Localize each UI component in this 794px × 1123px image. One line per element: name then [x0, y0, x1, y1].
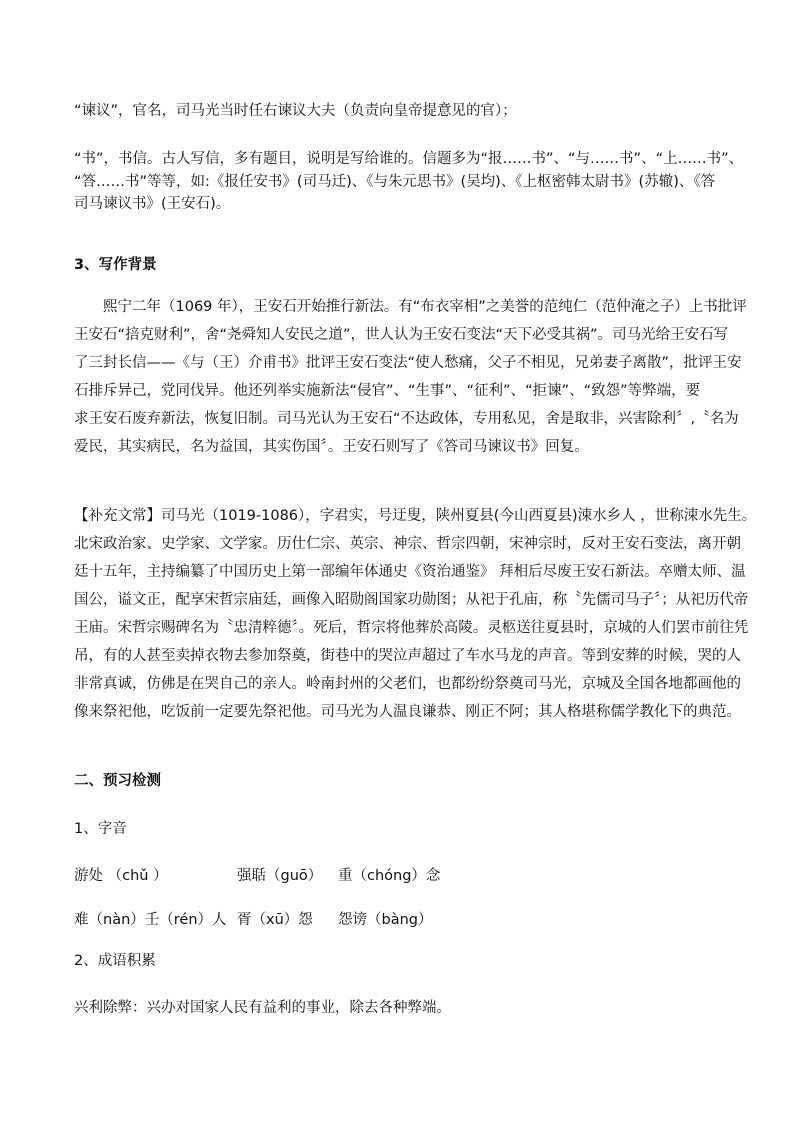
preview-heading: 二、预习检测	[74, 773, 161, 789]
supplement-line: 吊，有的人甚至卖掉衣物去参加祭奠，街巷中的哭泣声超过了车水马龙的声音。等到安葬的时候，哭的人	[74, 648, 741, 664]
supplement-line: 王庙。宋哲宗赐碑名为〝忠清粹德〞。死后，哲宗将他葬於高陵。灵柩送往夏县时，京城的人们罢市前往凭	[74, 620, 749, 636]
pronunciation-item: 难（nàn）壬（rén）人	[74, 912, 227, 928]
background-line: 王安石“掊克财利”，舍“尧舜知人安民之道”，世人认为王安石变法“天下必受其祸”。司马光给王安石写	[74, 327, 729, 343]
supplement-line: 国公，谥文正，配享宋哲宗庙廷，画像入昭勋阁国家功勋图；从祀于孔庙，称〝先儒司马子〞；从祀历代帝	[74, 592, 749, 608]
idiom-text: 兴利除弊：兴办对国家人民有益利的事业，除去各种弊端。	[74, 1000, 451, 1016]
pronunciation-item: 游处 （chǔ ）	[74, 868, 168, 884]
jianyi-note: “谏议”，官名，司马光当时任右谏议大夫（负责向皇帝提意见的官）；	[74, 103, 517, 119]
background-line: 熙宁二年（1069 年），王安石开始推行新法。有“布衣宰相”之美誉的范纯仁（范仲淹之子）上书批评	[103, 299, 747, 315]
supplement-line: 非常真诚，仿佛是在哭自己的亲人。岭南封州的父老们，也都纷纷祭奠司马光，京城及全国各地都画他的	[74, 676, 741, 692]
shu-note-line: 司马谏议书》(王安石)。	[74, 196, 231, 212]
background-paragraph	[74, 293, 754, 461]
pronunciation-item: 重（chóng）念	[338, 868, 441, 884]
idiom-label: 2、成语积累	[74, 953, 156, 969]
pronunciation-item: 怨谤（bàng）	[338, 912, 433, 928]
supplement-line: 北宋政治家、史学家、文学家。历仕仁宗、英宗、神宗、哲宗四朝，宋神宗时，反对王安石变法，离开朝	[74, 536, 741, 552]
supplement-line: 像来祭祀他，吃饭前一定要先祭祀他。司马光为人温良谦恭、刚正不阿；其人格堪称儒学教化下的典范。	[74, 704, 741, 720]
supplement-paragraph	[74, 502, 757, 726]
supplement-line: 【补充文常】司马光（1019-1086），字君实，号迂叟，陕州夏县(今山西夏县)涑水乡人 ，世称涑水先生。	[74, 508, 757, 524]
shu-note-line: “书”，书信。古人写信，多有题目，说明是写给谁的。信题多为“报……书”、“与……书”、“上……书”、	[74, 151, 744, 167]
background-line: 求王安石废弃新法，恢复旧制。司马光认为王安石“不达政体，专用私见，舍是取非，兴害除利〞,〝名为	[74, 411, 739, 427]
background-line: 石排斥异己，党同伐异。他还列举实施新法“侵官”、“生事”、“征利”、“拒谏”、“致怨”等弊端，要	[74, 383, 701, 399]
pronunciation-label: 1、字音	[74, 821, 127, 837]
background-line: 爱民，其实病民，名为益国，其实伤国〞。王安石则写了《答司马谏议书》回复。	[74, 439, 589, 455]
background-line: 了三封长信——《与（王）介甫书》批评王安石变法“使人愁痛，父子不相见，兄弟妻子离散”，批评王安	[74, 355, 742, 371]
pronunciation-item: 强聒（guō）	[237, 868, 323, 884]
shu-note-line: “答……书”等等，如:《报任安书》(司马迁)、《与朱元思书》(吴均)、《上枢密韩太尉书》(苏辙)、《答	[74, 173, 716, 190]
background-heading: 3、写作背景	[74, 257, 157, 273]
shu-note	[74, 148, 754, 216]
supplement-line: 廷十五年，主持编纂了中国历史上第一部编年体通史《资治通鉴》 拜相后尽废王安石新法。卒赠太师、温	[74, 564, 746, 580]
pronunciation-item: 胥（xū）怨	[237, 912, 313, 928]
